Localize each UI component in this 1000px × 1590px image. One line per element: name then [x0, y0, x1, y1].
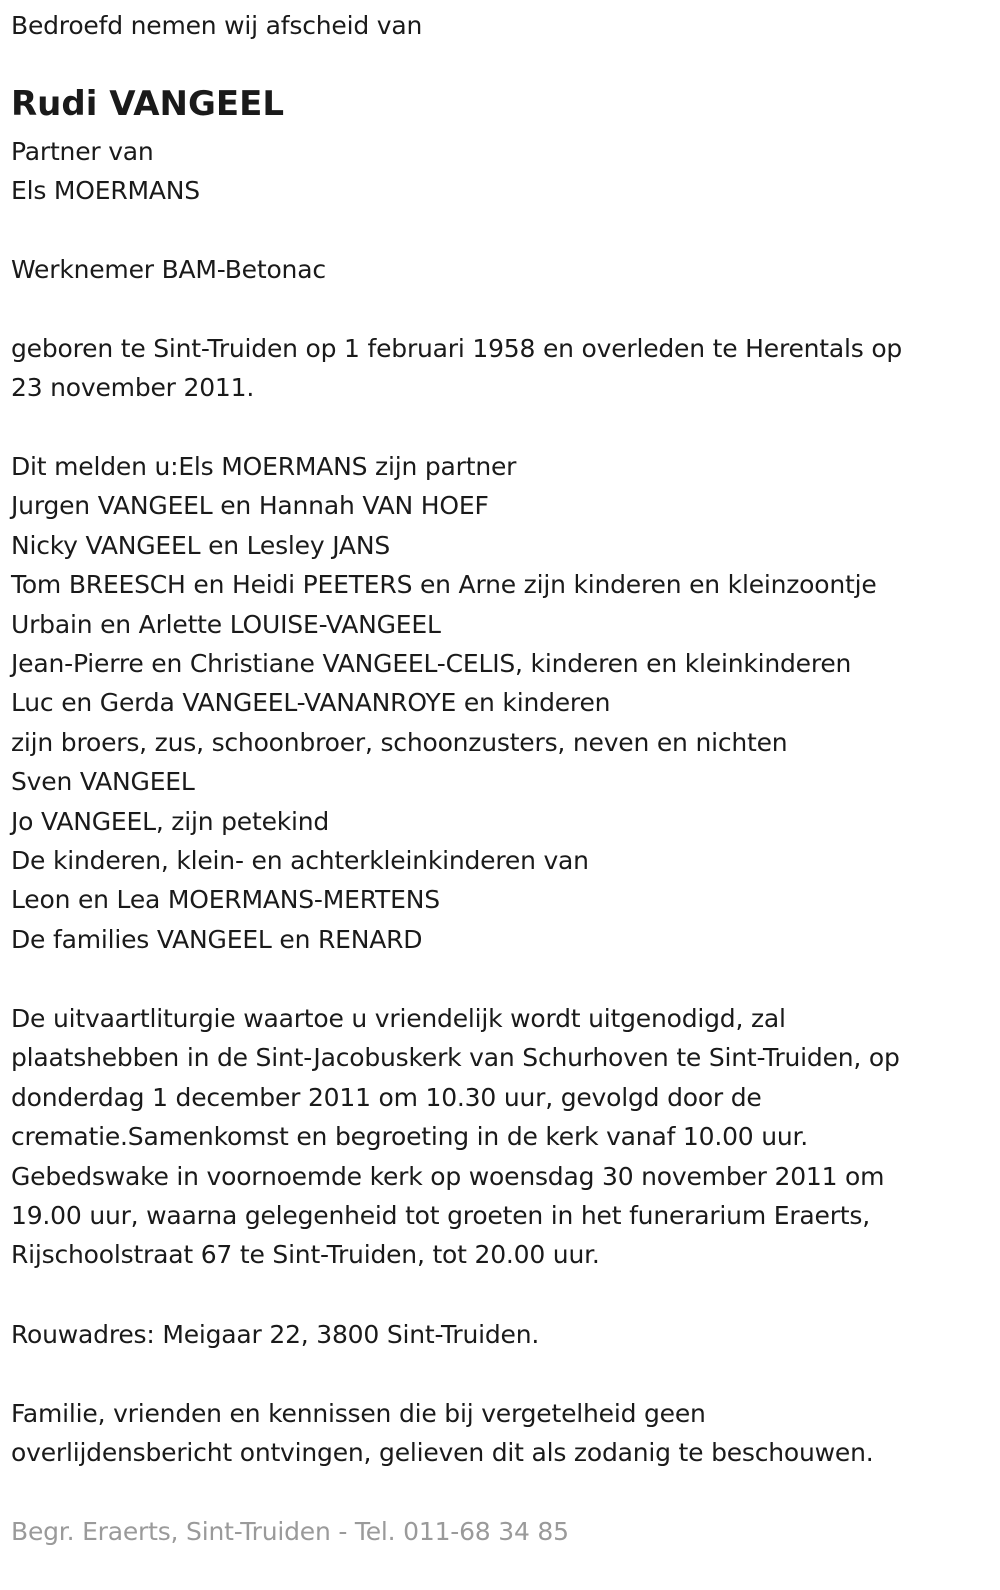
funeral-line: donderdag 1 december 2011 om 10.30 uur, gevolgd door de — [11, 1082, 762, 1112]
partner-name: Els MOERMANS — [11, 176, 200, 206]
family-line: Sven VANGEEL — [11, 767, 195, 797]
family-line: Leon en Lea MOERMANS-MERTENS — [11, 885, 440, 915]
family-line: Jean-Pierre en Christiane VANGEEL-CELIS, kinderen en kleinkinderen — [11, 649, 852, 679]
work-block — [11, 250, 326, 289]
family-line: De families VANGEEL en RENARD — [11, 924, 423, 954]
condolence-address — [11, 1315, 539, 1354]
funeral-line: De uitvaartliturgie waartoe u vriendelijk wordt uitgenodigd, zal — [11, 1004, 786, 1033]
intro-text: Bedroefd nemen wij afscheid van — [11, 11, 423, 40]
family-line: Tom BREESCH en Heidi PEETERS en Arne zijn kinderen en kleinzoontje — [11, 570, 877, 600]
address-line: Rouwadres: Meigaar 22, 3800 Sint-Truiden. — [11, 1320, 540, 1349]
partner-label: Partner van — [11, 137, 154, 166]
funeral-line: plaatshebben in de Sint-Jacobuskerk van Schurhoven te Sint-Truiden, op — [11, 1043, 900, 1073]
partner-block — [11, 132, 200, 211]
birth-death-line: geboren te Sint-Truiden op 1 februari 1958 en overleden te Herentals op — [11, 334, 903, 363]
funeral-line: Rijschoolstraat 67 te Sint-Truiden, tot 20.00 uur. — [11, 1240, 600, 1270]
notice-block — [11, 1394, 874, 1473]
birth-death-block — [11, 329, 902, 408]
notice-line: Familie, vrienden en kennissen die bij vergetelheid geen — [11, 1399, 706, 1428]
funeral-home-footer: Begr. Eraerts, Sint-Truiden - Tel. 011-68 34 85 — [11, 1517, 569, 1546]
funeral-line: Gebedswake in voornoemde kerk op woensdag 30 november 2011 om — [11, 1161, 885, 1191]
family-line: zijn broers, zus, schoonbroer, schoonzusters, neven en nichten — [11, 727, 788, 757]
funeral-details — [11, 999, 900, 1275]
family-list — [11, 447, 877, 959]
birth-death-line: 23 november 2011. — [11, 373, 255, 403]
family-line: Urbain en Arlette LOUISE-VANGEEL — [11, 609, 441, 639]
funeral-line: 19.00 uur, waarna gelegenheid tot groeten in het funerarium Eraerts, — [11, 1201, 870, 1231]
family-line: De kinderen, klein- en achterkleinkinderen van — [11, 846, 589, 876]
family-line: Luc en Gerda VANGEEL-VANANROYE en kinderen — [11, 688, 611, 718]
family-line: Dit melden u:Els MOERMANS zijn partner — [11, 452, 517, 481]
family-line: Jurgen VANGEEL en Hannah VAN HOEF — [11, 491, 489, 521]
family-line: Jo VANGEEL, zijn petekind — [11, 806, 330, 836]
deceased-name: Rudi VANGEEL — [11, 84, 285, 124]
notice-line: overlijdensbericht ontvingen, gelieven dit als zodanig te beschouwen. — [11, 1438, 874, 1468]
funeral-line: crematie.Samenkomst en begroeting in de kerk vanaf 10.00 uur. — [11, 1122, 809, 1152]
family-line: Nicky VANGEEL en Lesley JANS — [11, 530, 391, 560]
employment-text: Werknemer BAM-Betonac — [11, 255, 326, 284]
